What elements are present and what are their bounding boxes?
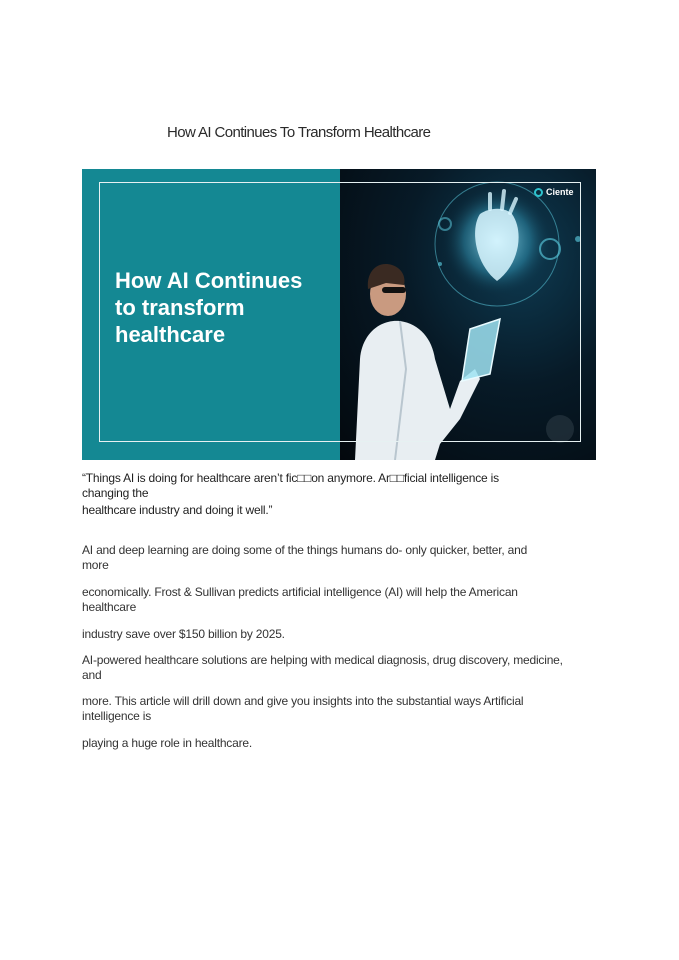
quote-line: “Things AI is doing for healthcare aren’t fic□□on anymore. Ar□□ficial intelligence is: [82, 471, 499, 485]
ciente-logo-text: Ciente: [546, 187, 574, 197]
ciente-logo: [534, 187, 574, 197]
ciente-logo-icon: [534, 188, 543, 197]
paragraph-line: more. This article will drill down and give you insights into the substantial ways Artificial: [82, 694, 524, 708]
paragraph-line: playing a huge role in healthcare.: [82, 736, 252, 750]
paragraph-line: AI-powered healthcare solutions are helping with medical diagnosis, drug discovery, medicine,: [82, 653, 563, 667]
banner-heading: [115, 267, 335, 348]
paragraph-line: economically. Frost & Sullivan predicts artificial intelligence (AI) will help the American: [82, 585, 518, 599]
paragraph-line: and: [82, 668, 102, 682]
paragraph-line: more: [82, 558, 109, 572]
paragraph-line: healthcare: [82, 600, 137, 614]
paragraph-line: intelligence is: [82, 709, 152, 723]
paragraph-line: AI and deep learning are doing some of the things humans do- only quicker, better, and: [82, 543, 528, 557]
banner-heading-line: How AI Continues: [115, 268, 303, 293]
quote-line: healthcare industry and doing it well.”: [82, 503, 273, 517]
quote-line: changing the: [82, 486, 149, 500]
hero-banner-image: [82, 169, 596, 460]
page-title: How AI Continues To Transform Healthcare: [167, 124, 431, 141]
banner-heading-line: to transform: [115, 295, 245, 320]
banner-heading-line: healthcare: [115, 322, 226, 347]
paragraph-line: industry save over $150 billion by 2025.: [82, 627, 285, 641]
